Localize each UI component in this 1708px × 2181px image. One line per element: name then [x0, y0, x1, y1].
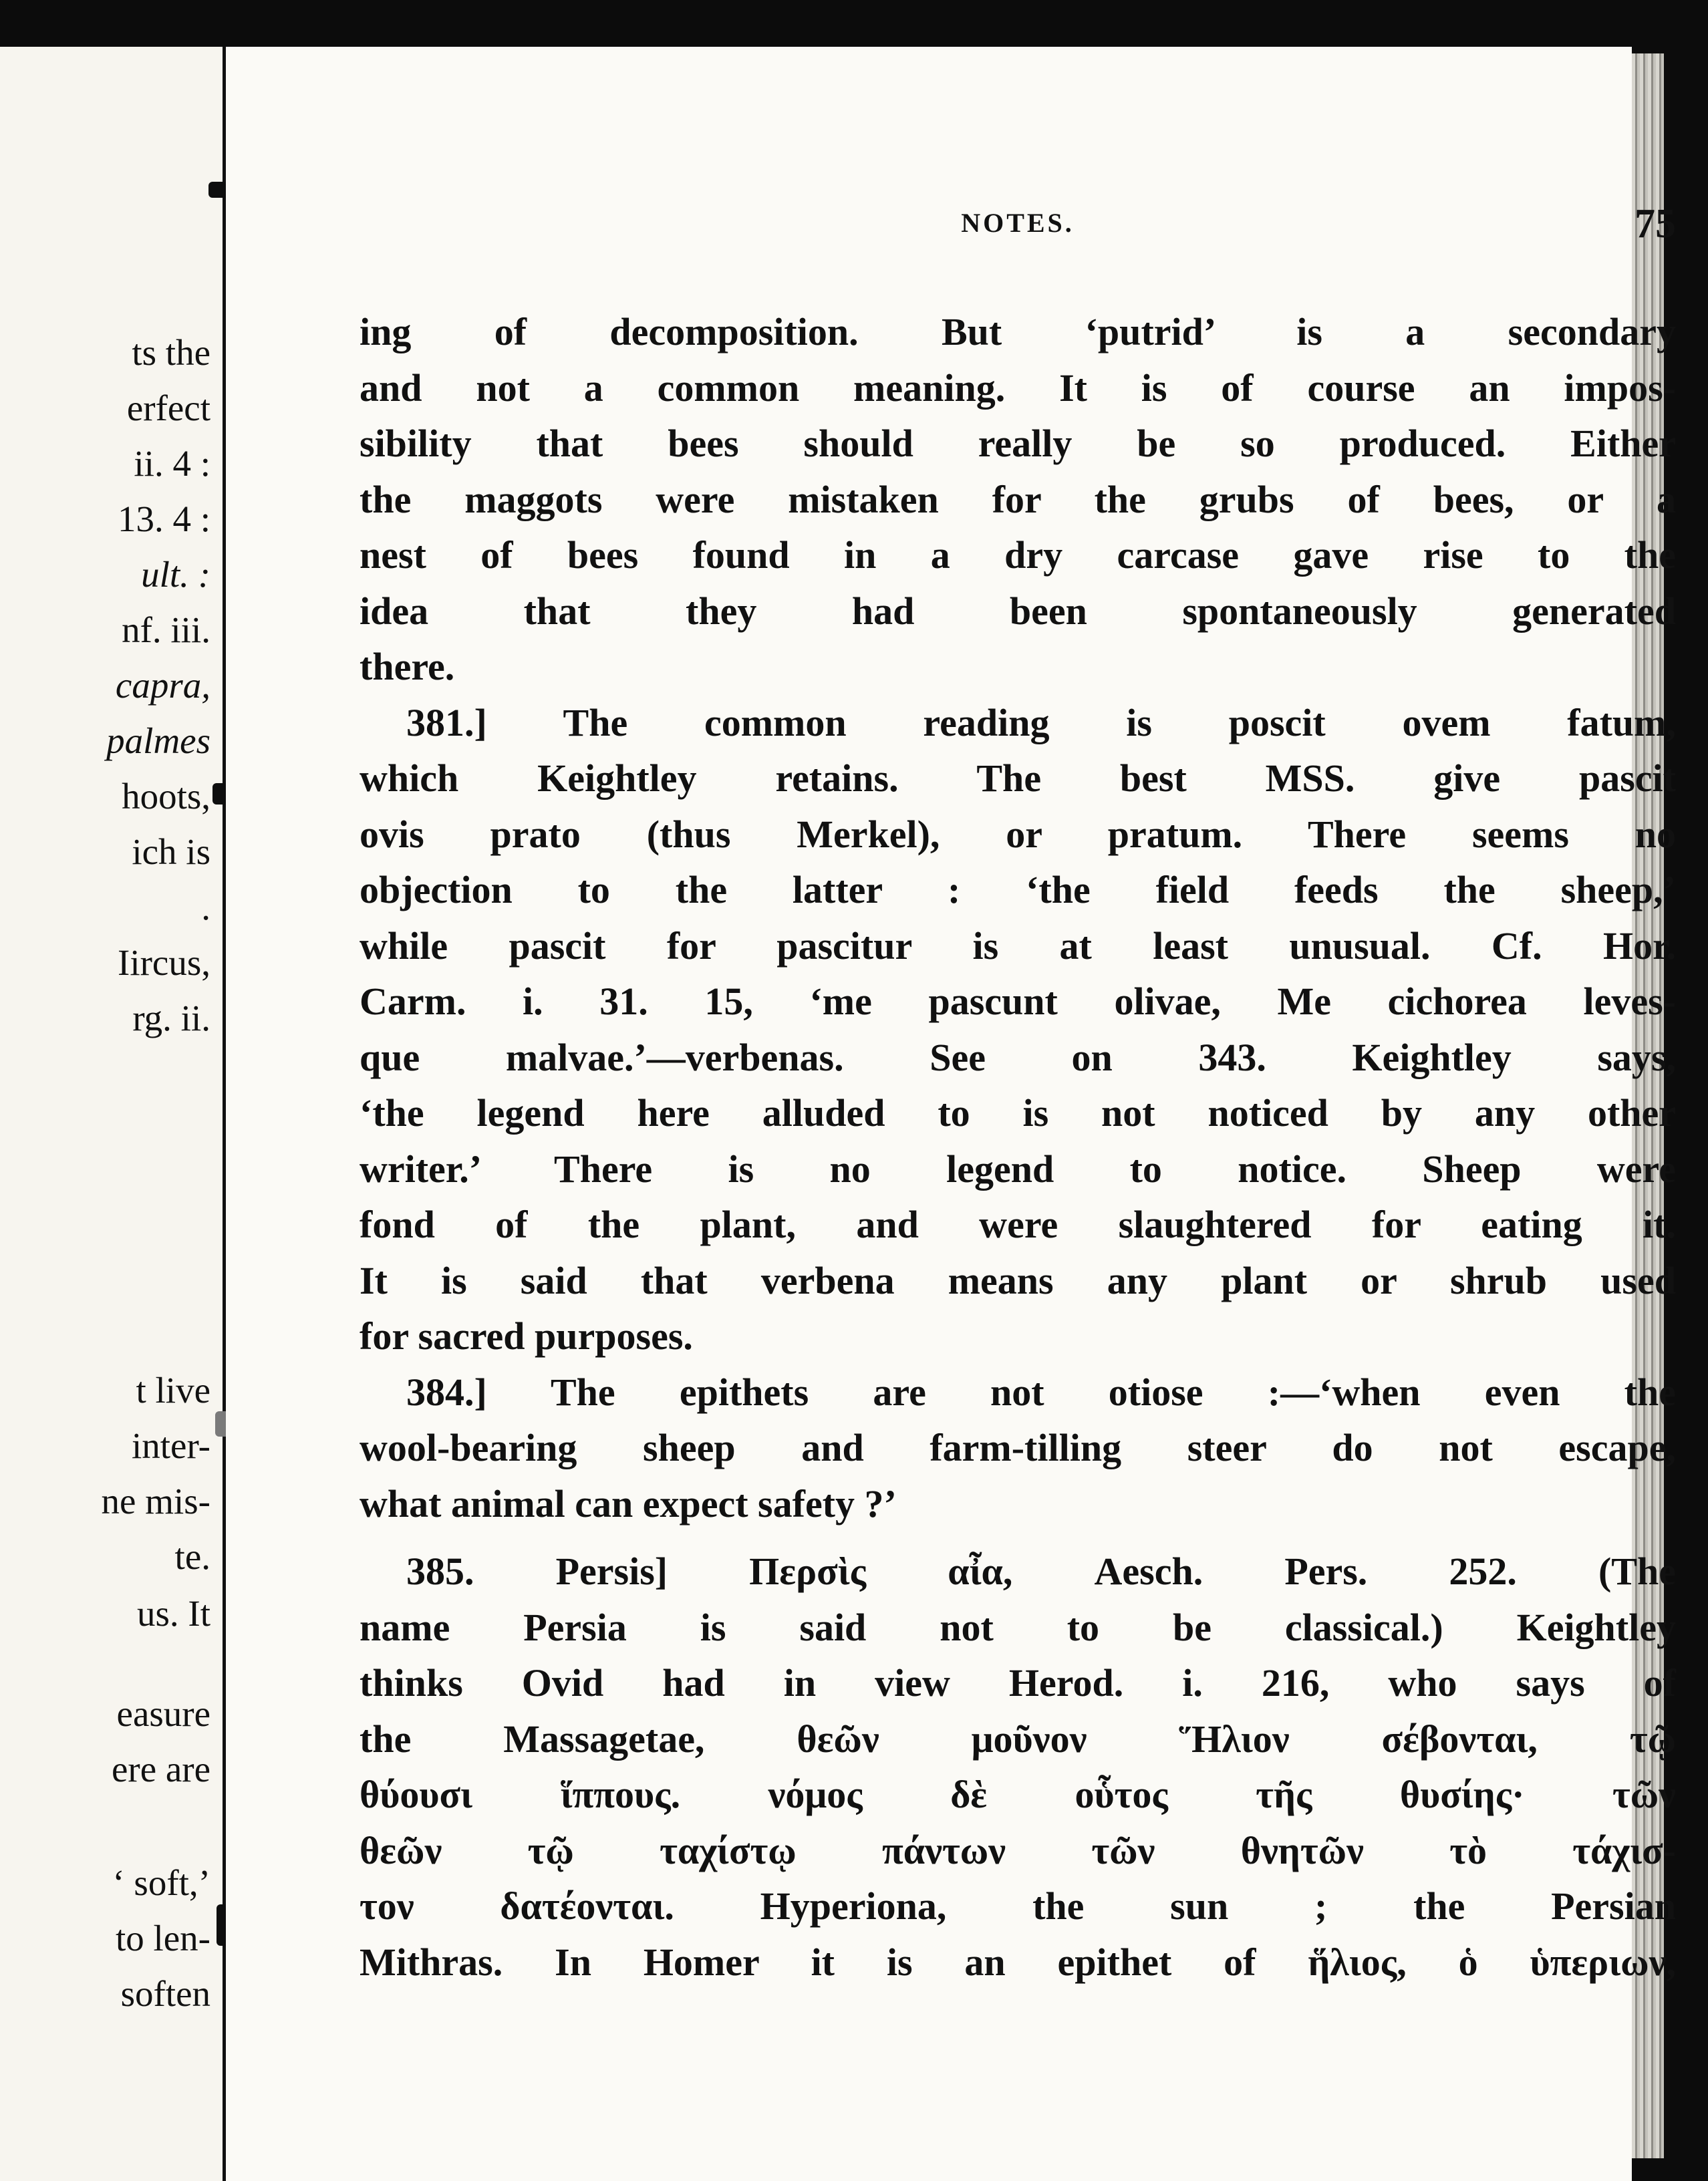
left-fragment: Iircus, [118, 942, 210, 983]
text-line: and not a common meaning. It is of course an impos- [360, 366, 1676, 410]
left-fragment: . [201, 887, 210, 927]
text-line: writer.’ There is no legend to notice. Sheep were [360, 1147, 1676, 1191]
text-line: ing of decomposition. But ‘putrid’ is a secondary [360, 310, 1676, 353]
left-fragment: soften [120, 1973, 210, 2014]
page-number: 75 [1634, 201, 1676, 247]
left-fragment: rg. ii. [132, 998, 210, 1038]
text-line: objection to the latter : ‘the field feeds the sheep,’ [360, 868, 1676, 911]
text-line: fond of the plant, and were slaughtered for eating it. [360, 1203, 1676, 1246]
left-fragment: palmes [106, 720, 210, 761]
text-line: Carm. i. 31. 15, ‘me pascunt olivae, Me cichorea leves- [360, 980, 1676, 1023]
text-line: Mithras. In Homer it is an epithet of ἥλιος, ὁ ὑπεριων, [360, 1940, 1676, 1984]
text-line: nest of bees found in a dry carcase gave rise to the [360, 533, 1676, 577]
text-line: while pascit for pascitur is at least unusual. Cf. Hor. [360, 923, 1676, 968]
running-title: NOTES. [961, 208, 1075, 238]
left-fragment: easure [116, 1693, 210, 1734]
left-fragment: inter- [131, 1425, 210, 1466]
text-line: what animal can expect safety ?’ [360, 1481, 897, 1525]
text-line: ovis prato (thus Merkel), or pratum. There seems no [360, 812, 1676, 856]
left-fragment: hoots, [122, 776, 210, 817]
book-page [226, 47, 1676, 2181]
notes-text [360, 304, 1676, 1990]
text-line: name Persia is said not to be classical.) Keightley [360, 1605, 1676, 1649]
left-fragment: ‘ soft,’ [112, 1862, 210, 1903]
left-fragment: ult. : [141, 554, 210, 595]
text-line: que malvae.’—verbenas. See on 343. Keightley says, [360, 1035, 1676, 1079]
text-line: for sacred purposes. [360, 1314, 693, 1358]
text-line: idea that they had been spontaneously generated [360, 589, 1676, 633]
text-line: It is said that verbena means any plant or shrub used [360, 1258, 1676, 1302]
text-line: which Keightley retains. The best MSS. give pascit [360, 756, 1676, 800]
note-381-line: 381.] The common reading is poscit ovem fatum, [406, 700, 1676, 744]
text-line: thinks Ovid had in view Herod. i. 216, who says of [360, 1661, 1676, 1705]
greek-text-line: θεῶν τῷ ταχίστῳ πάντων τῶν θνητῶν τὸ τάχισ- [360, 1828, 1676, 1872]
text-line: there. [360, 645, 455, 688]
left-fragment: t live [136, 1370, 210, 1411]
left-fragment: ich is [132, 831, 210, 872]
text-line: τον δατέονται. Hyperiona, the sun ; the Persian [360, 1884, 1676, 1928]
left-fragment: ere are [111, 1749, 210, 1789]
left-fragment: to len- [115, 1918, 210, 1958]
greek-text-line: θύουσι ἵππους. νόμος δὲ οὗτος τῆς θυσίης· τῶν [360, 1773, 1676, 1816]
left-fragment: capra, [115, 665, 210, 706]
left-page [0, 47, 224, 2181]
left-fragment: ii. 4 : [134, 443, 210, 484]
left-fragment: 13. 4 : [117, 498, 210, 539]
left-fragment: nf. iii. [122, 609, 210, 650]
left-fragment: te. [174, 1536, 210, 1577]
left-fragment: us. It [137, 1593, 210, 1634]
text-line: the maggots were mistaken for the grubs of bees, or a [360, 477, 1676, 521]
left-fragment: ts the [132, 332, 210, 373]
left-fragment: ne mis- [101, 1481, 210, 1521]
text-line: the Massagetae, θεῶν μοῦνον Ἥλιον σέβονται, τῷ [360, 1717, 1676, 1761]
left-fragment: erfect [126, 388, 210, 428]
note-385-line: 385. Persis] Περσὶς αἶα, Aesch. Pers. 252. (The [406, 1550, 1676, 1593]
text-line: sibility that bees should really be so produced. Either [360, 422, 1676, 465]
text-line: wool-bearing sheep and farm-tilling steer do not escape, [360, 1426, 1676, 1469]
note-384-line: 384.] The epithets are not otiose :—‘when even the [406, 1370, 1676, 1414]
page-header [360, 201, 1676, 261]
text-line: ‘the legend here alluded to is not noticed by any other [360, 1091, 1676, 1135]
